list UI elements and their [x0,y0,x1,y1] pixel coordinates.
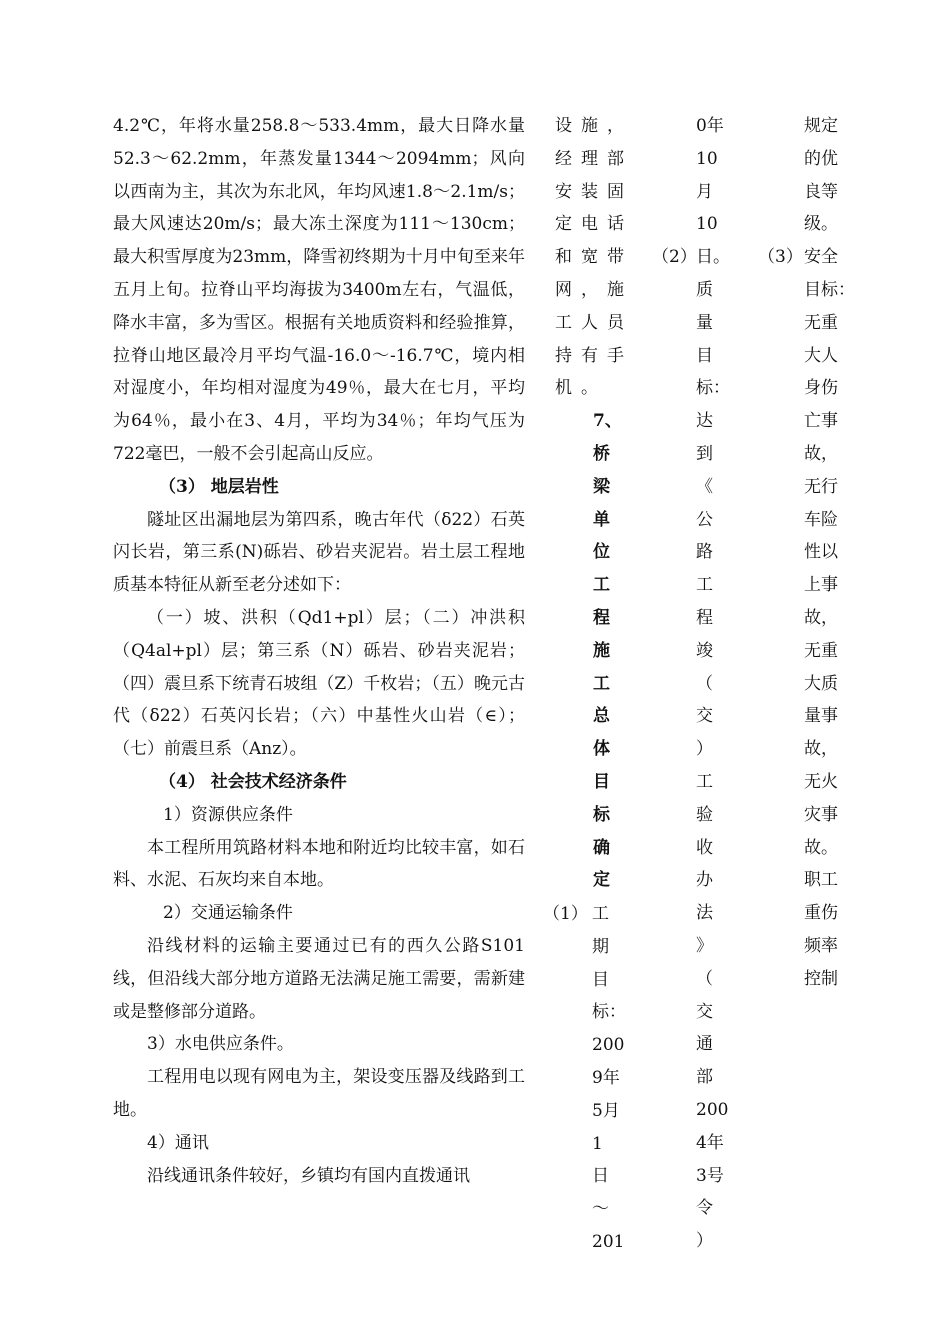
text-line: 交 [696,1001,713,1022]
text-line: 身伤 [804,378,838,399]
text-line: 标： [592,1002,626,1023]
text-line: 故。 [804,837,838,858]
heading-line: 标 [593,804,610,825]
text-line: 工人员 [555,312,633,333]
text-line: 10 [696,214,718,235]
subheading-comm: 4）通讯 [147,1132,209,1153]
text-line: 频率 [804,935,838,956]
text-line: 性以 [804,542,838,563]
main-text-column [113,110,525,1192]
text-line: 到 [696,443,713,464]
text-line: 200 [592,1035,625,1056]
text-line: ～ [592,1199,609,1220]
text-line: 《 [696,476,713,497]
heading-line: 桥 [593,443,610,464]
text-line: 目标： [804,279,855,300]
text-line: 安全 [804,247,838,268]
text-line: 201 [592,1231,625,1252]
layers-paragraph: （一）坡、洪积（Qd1+pl）层；（二）冲洪积（Q4al+pl）层；第三系（N）砾岩、砂岩夹泥岩；（四）震旦系下统青石坡组（Z）千枚岩；（五）晚元古代（δ22）石英闪长岩；（六）中基性火山岩（∈）；（七）前震旦系（Anz）。 [113,607,525,760]
text-line: 验 [696,804,713,825]
text-line: 通 [696,1034,713,1055]
heading-line: 确 [593,837,610,858]
text-line: 无重 [804,312,838,333]
strata-paragraph: 隧址区出漏地层为第四系，晚古年代（δ22）石英闪长岩，第三系(N)砾岩、砂岩夹泥岩。岩土层工程地质基本特征从新至老分述如下： [113,509,525,596]
heading-line: 目 [593,771,610,792]
text-line: 9年 [592,1067,620,1088]
heading-line: 工 [593,673,610,694]
text-line: 无行 [804,476,838,497]
text-line: 10 [696,148,718,169]
text-line: 无重 [804,640,838,661]
text-line: 亡事 [804,411,838,432]
text-line: 工 [592,904,609,924]
text-line: 0年 [696,116,724,136]
text-line: 网，施 [555,279,633,300]
text-line: 4年 [696,1132,724,1153]
subheading-power: 3）水电供应条件。 [147,1034,294,1055]
text-line: 目 [696,345,713,366]
text-line: 期 [592,936,609,957]
facilities-column [555,110,633,897]
text-line: （ [696,673,713,694]
heading-line: 工 [593,575,610,596]
text-line: 和宽带 [555,247,633,268]
text-line: 200 [696,1099,729,1120]
text-line: 安装固 [555,181,633,202]
text-line: 量 [696,312,713,333]
text-line: 定电话 [555,214,633,235]
text-line: ） [696,1231,713,1252]
goal-1-marker: （1） [543,904,588,924]
text-line: 控制 [804,968,838,989]
text-line: 的优 [804,148,838,169]
section-heading-socio: （4） 社会技术经济条件 [159,771,347,792]
text-line: 量事 [804,706,838,727]
climate-paragraph: 4.2℃，年将水量258.8～533.4mm，最大日降水量52.3～62.2mm，年蒸发量1344～2094mm；风向以西南为主，其次为东北风，年均风速1.8～2.1m/s；最大风速达20m/s；最大冻土深度为111～130cm；最大积雪厚度为23mm，降雪初终期为十月中旬至来年五月上旬。拉脊山平均海拔为3400m左右，气温低，降水丰富，多为雪区。根据有关地质资料和经验推算，拉脊山地区最冷月平均气温-16.0～-16.7℃，境内相对湿度小，年均相对湿度为49％，最大在七月，平均为64％，最小在3、4月，平均为34％；年均气压为722毫巴，一般不会引起高山反应。 [113,116,525,464]
comm-paragraph: 沿线通讯条件较好，乡镇均有国内直拨通讯 [147,1165,470,1186]
text-line: 办 [696,870,713,891]
text-line: （ [696,968,713,989]
text-line: 职工 [804,870,838,891]
text-line: 车险 [804,509,838,530]
text-line: 收 [696,837,713,858]
text-line: 部 [696,1067,713,1088]
text-line: 工 [696,771,713,792]
text-line: 级。 [804,214,838,235]
text-line: 日 [592,1166,609,1187]
text-line: 质 [696,279,713,300]
text-line: 机。 [555,378,607,399]
transport-paragraph: 沿线材料的运输主要通过已有的西久公路S101线，但沿线大部分地方道路无法满足施工需要，需新建或是整修部分道路。 [113,935,525,1022]
text-line: 大质 [804,673,838,694]
heading-line: 总 [593,706,610,727]
text-line: 标： [696,378,730,399]
text-line: 交 [696,706,713,727]
text-line: 持有手 [555,345,633,366]
text-line: 故， [804,739,838,760]
text-line: 令 [696,1198,713,1219]
text-line: 规定 [804,116,838,136]
goal-2-marker: （2） [652,247,697,267]
text-line: 良等 [804,181,838,202]
text-line: 公 [696,509,713,530]
text-line: 程 [696,607,713,628]
text-line: 路 [696,542,713,563]
text-line: 月 [696,181,713,202]
text-line: 3号 [696,1165,724,1186]
text-line: ） [696,739,713,760]
text-line: 经理部 [555,148,633,169]
text-line: 大人 [804,345,838,366]
text-line: 5月 [592,1100,620,1121]
text-line: 达 [696,411,713,432]
text-line: 故， [804,443,838,464]
heading-line: 位 [593,542,610,563]
text-line: 灾事 [804,804,838,825]
goal-3-marker: （3） [758,247,803,267]
text-line: 法 [696,903,713,924]
text-line: 工 [696,575,713,596]
text-line: 竣 [696,640,713,661]
text-line: 1 [592,1133,603,1154]
text-line: 》 [696,935,713,956]
text-line: 目 [592,969,609,990]
text-line: 故， [804,607,838,628]
subheading-resources: 1）资源供应条件 [163,804,293,825]
section-heading-strata: （3） 地层岩性 [159,476,279,497]
heading-line: 7、 [593,411,622,432]
power-paragraph: 工程用电以现有网电为主，架设变压器及线路到工地。 [113,1067,525,1120]
heading-line: 梁 [593,476,610,497]
subheading-transport: 2）交通运输条件 [163,903,293,924]
heading-line: 体 [593,739,610,760]
text-line: 日。 [696,247,730,268]
heading-line: 施 [593,640,610,661]
heading-line: 单 [593,509,610,530]
text-line: 上事 [804,575,838,596]
text-line: 重伤 [804,903,838,924]
heading-line: 程 [593,607,610,628]
resources-paragraph: 本工程所用筑路材料本地和附近均比较丰富，如石料、水泥、石灰均来自本地。 [113,837,525,891]
heading-line: 定 [593,870,610,891]
text-line: 设施， [555,116,633,136]
text-line: 无火 [804,771,838,792]
